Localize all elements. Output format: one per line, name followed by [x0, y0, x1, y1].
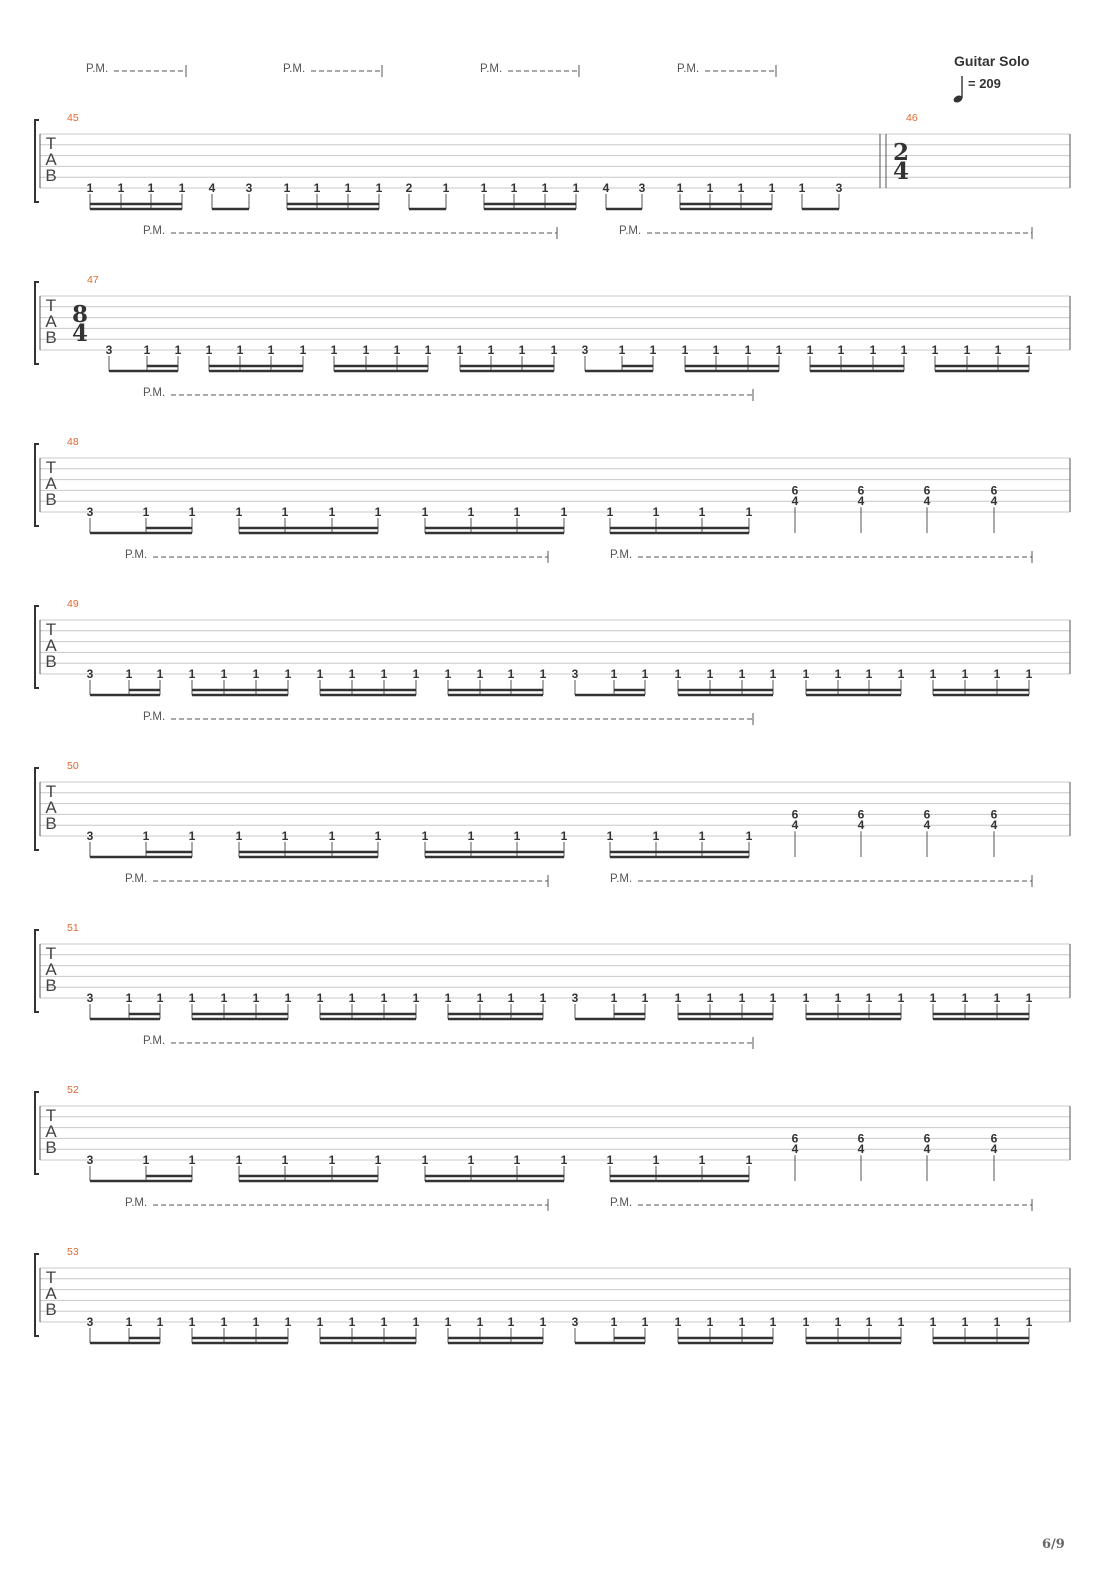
- fret-number: 1: [480, 181, 488, 195]
- fret-number: 1: [281, 1153, 289, 1167]
- measure-number: 48: [67, 436, 79, 448]
- fret-number: 1: [560, 505, 568, 519]
- fret-number: 1: [424, 343, 432, 357]
- fret-number: 1: [641, 1315, 649, 1329]
- fret-number: 1: [267, 343, 275, 357]
- fret-number: 1: [205, 343, 213, 357]
- fret-number: 1: [476, 991, 484, 1005]
- fret-number: 1: [834, 991, 842, 1005]
- fret-number: 1: [444, 667, 452, 681]
- fret-number: 1: [283, 181, 291, 195]
- palm-mute-label: P.M.: [480, 63, 503, 75]
- fret-number: 1: [380, 991, 388, 1005]
- fret-number: 1: [220, 991, 228, 1005]
- tab-system: [35, 225, 1070, 371]
- fret-number: 6: [990, 807, 998, 822]
- fret-number: 1: [929, 991, 937, 1005]
- fret-number: 4: [990, 818, 998, 833]
- fret-number: 1: [412, 667, 420, 681]
- measure-number: 49: [67, 598, 79, 610]
- fret-number: 1: [380, 1315, 388, 1329]
- fret-number: 1: [572, 181, 580, 195]
- fret-number: 1: [188, 829, 196, 843]
- fret-number: 6: [923, 807, 931, 822]
- fret-number: 1: [961, 1315, 969, 1329]
- fret-number: 1: [507, 991, 515, 1005]
- fret-number: 1: [745, 505, 753, 519]
- fret-number: 1: [994, 343, 1002, 357]
- fret-number: 1: [374, 829, 382, 843]
- fret-number: 3: [86, 1315, 94, 1329]
- tab-clef-letter-a: A: [45, 150, 57, 169]
- fret-number: 1: [156, 991, 164, 1005]
- tab-clef-letter-t: T: [45, 458, 57, 477]
- tab-clef-letter-a: A: [45, 1122, 57, 1141]
- fret-number: 1: [929, 1315, 937, 1329]
- fret-number: 1: [188, 667, 196, 681]
- fret-number: 4: [923, 1142, 931, 1157]
- fret-number: 1: [963, 343, 971, 357]
- fret-number: 1: [744, 343, 752, 357]
- fret-number: 1: [476, 1315, 484, 1329]
- fret-number: 1: [393, 343, 401, 357]
- system-bracket: [35, 1092, 39, 1174]
- system-bracket: [35, 444, 39, 526]
- fret-number: 6: [857, 483, 865, 498]
- fret-number: 6: [923, 1131, 931, 1146]
- fret-number: 1: [344, 181, 352, 195]
- fret-number: 1: [649, 343, 657, 357]
- fret-number: 1: [467, 505, 475, 519]
- tab-clef-letter-b: B: [45, 814, 57, 833]
- fret-number: 4: [923, 818, 931, 833]
- fret-number: 1: [188, 1315, 196, 1329]
- fret-number: 3: [245, 181, 253, 195]
- palm-mute-label: P.M.: [677, 63, 700, 75]
- fret-number: 1: [541, 181, 549, 195]
- fret-number: 3: [571, 991, 579, 1005]
- fret-number: 1: [606, 505, 614, 519]
- fret-number: 1: [674, 991, 682, 1005]
- fret-number: 6: [857, 807, 865, 822]
- fret-number: 1: [374, 1153, 382, 1167]
- fret-number: 1: [442, 181, 450, 195]
- fret-number: 1: [865, 667, 873, 681]
- fret-number: 1: [86, 181, 94, 195]
- fret-number: 1: [487, 343, 495, 357]
- tab-system: [35, 1035, 1070, 1181]
- fret-number: 1: [316, 1315, 324, 1329]
- fret-number: 4: [923, 494, 931, 509]
- fret-number: 1: [769, 1315, 777, 1329]
- fret-number: 6: [857, 1131, 865, 1146]
- fret-number: 1: [375, 181, 383, 195]
- fret-number: 1: [897, 1315, 905, 1329]
- fret-number: 1: [188, 991, 196, 1005]
- fret-number: 1: [252, 1315, 260, 1329]
- fret-number: 1: [929, 667, 937, 681]
- tab-system: [35, 63, 1070, 209]
- fret-number: 1: [236, 343, 244, 357]
- palm-mute-label: P.M.: [610, 1197, 633, 1209]
- fret-number: 4: [602, 181, 610, 195]
- fret-number: 1: [513, 1153, 521, 1167]
- fret-number: 1: [252, 667, 260, 681]
- tab-clef-letter-t: T: [45, 1268, 57, 1287]
- tab-clef-letter-b: B: [45, 166, 57, 185]
- fret-number: 1: [745, 1153, 753, 1167]
- fret-number: 1: [768, 181, 776, 195]
- fret-number: 1: [712, 343, 720, 357]
- tab-clef-letter-t: T: [45, 134, 57, 153]
- tab-clef-letter-b: B: [45, 328, 57, 347]
- fret-number: 1: [316, 991, 324, 1005]
- palm-mute-label: P.M.: [125, 1197, 148, 1209]
- tab-clef-letter-b: B: [45, 652, 57, 671]
- fret-number: 4: [857, 494, 865, 509]
- tab-clef-letter-a: A: [45, 1284, 57, 1303]
- fret-number: 1: [676, 181, 684, 195]
- tab-system: [35, 711, 1070, 857]
- fret-number: 1: [610, 991, 618, 1005]
- fret-number: 1: [1025, 343, 1033, 357]
- palm-mute-label: P.M.: [125, 873, 148, 885]
- fret-number: 1: [737, 181, 745, 195]
- measure-number: 51: [67, 922, 79, 934]
- fret-number: 1: [147, 181, 155, 195]
- fret-number: 1: [412, 991, 420, 1005]
- tab-clef-letter-a: A: [45, 960, 57, 979]
- fret-number: 1: [798, 181, 806, 195]
- palm-mute-label: P.M.: [143, 711, 166, 723]
- system-bracket: [35, 1254, 39, 1336]
- tab-clef-letter-b: B: [45, 490, 57, 509]
- fret-number: 1: [706, 1315, 714, 1329]
- tab-clef-letter-a: A: [45, 312, 57, 331]
- fret-number: 1: [1025, 1315, 1033, 1329]
- fret-number: 4: [791, 494, 799, 509]
- fret-number: 1: [674, 667, 682, 681]
- fret-number: 1: [235, 829, 243, 843]
- fret-number: 1: [698, 1153, 706, 1167]
- fret-number: 1: [738, 667, 746, 681]
- fret-number: 6: [990, 483, 998, 498]
- palm-mute-label: P.M.: [125, 549, 148, 561]
- fret-number: 1: [174, 343, 182, 357]
- tab-clef-letter-t: T: [45, 782, 57, 801]
- measure-number: 52: [67, 1084, 79, 1096]
- fret-number: 1: [125, 667, 133, 681]
- fret-number: 1: [618, 343, 626, 357]
- fret-number: 1: [652, 829, 660, 843]
- fret-number: 1: [706, 181, 714, 195]
- fret-number: 1: [348, 1315, 356, 1329]
- fret-number: 1: [775, 343, 783, 357]
- fret-number: 1: [142, 1153, 150, 1167]
- fret-number: 1: [507, 1315, 515, 1329]
- tab-clef-letter-t: T: [45, 620, 57, 639]
- measure-number: 46: [906, 112, 918, 124]
- system-bracket: [35, 768, 39, 850]
- fret-number: 4: [990, 494, 998, 509]
- fret-number: 3: [581, 343, 589, 357]
- fret-number: 1: [513, 505, 521, 519]
- fret-number: 1: [316, 667, 324, 681]
- fret-number: 3: [638, 181, 646, 195]
- palm-mute-label: P.M.: [143, 387, 166, 399]
- fret-number: 1: [993, 991, 1001, 1005]
- fret-number: 1: [380, 667, 388, 681]
- fret-number: 3: [571, 667, 579, 681]
- palm-mute-label: P.M.: [143, 1035, 166, 1047]
- fret-number: 1: [698, 829, 706, 843]
- tab-clef-letter-a: A: [45, 474, 57, 493]
- fret-number: 1: [220, 1315, 228, 1329]
- fret-number: 1: [550, 343, 558, 357]
- fret-number: 3: [571, 1315, 579, 1329]
- tab-clef-letter-a: A: [45, 798, 57, 817]
- fret-number: 1: [467, 1153, 475, 1167]
- palm-mute-label: P.M.: [143, 225, 166, 237]
- fret-number: 3: [105, 343, 113, 357]
- time-signature-numerator: 2: [892, 139, 910, 166]
- fret-number: 4: [857, 1142, 865, 1157]
- fret-number: 1: [610, 1315, 618, 1329]
- fret-number: 6: [791, 1131, 799, 1146]
- fret-number: 1: [313, 181, 321, 195]
- fret-number: 1: [745, 829, 753, 843]
- fret-number: 1: [328, 505, 336, 519]
- fret-number: 1: [156, 1315, 164, 1329]
- fret-number: 1: [897, 667, 905, 681]
- measure-number: 50: [67, 760, 79, 772]
- fret-number: 1: [539, 667, 547, 681]
- fret-number: 1: [652, 1153, 660, 1167]
- fret-number: 1: [606, 829, 614, 843]
- tempo-value: = 209: [968, 76, 1001, 91]
- fret-number: 1: [235, 505, 243, 519]
- fret-number: 1: [188, 505, 196, 519]
- fret-number: 1: [412, 1315, 420, 1329]
- fret-number: 1: [328, 829, 336, 843]
- fret-number: 1: [281, 505, 289, 519]
- fret-number: 1: [235, 1153, 243, 1167]
- fret-number: 1: [513, 829, 521, 843]
- section-title: Guitar Solo: [954, 53, 1030, 69]
- fret-number: 1: [476, 667, 484, 681]
- fret-number: 1: [738, 991, 746, 1005]
- tab-system: [35, 1197, 1070, 1343]
- fret-number: 1: [706, 991, 714, 1005]
- tab-clef-letter-b: B: [45, 1300, 57, 1319]
- fret-number: 1: [117, 181, 125, 195]
- time-signature-denominator: 4: [71, 320, 89, 347]
- fret-number: 1: [518, 343, 526, 357]
- fret-number: 1: [961, 991, 969, 1005]
- fret-number: 4: [990, 1142, 998, 1157]
- fret-number: 1: [539, 991, 547, 1005]
- fret-number: 1: [142, 829, 150, 843]
- fret-number: 1: [802, 667, 810, 681]
- time-signature-numerator: 8: [71, 301, 89, 328]
- fret-number: 1: [421, 829, 429, 843]
- time-signature-denominator: 4: [892, 158, 910, 185]
- fret-number: 1: [806, 343, 814, 357]
- tab-system: [35, 549, 1070, 695]
- fret-number: 1: [706, 667, 714, 681]
- fret-number: 1: [348, 991, 356, 1005]
- fret-number: 1: [421, 505, 429, 519]
- tab-system: [35, 387, 1070, 533]
- measure-number: 47: [87, 274, 99, 286]
- fret-number: 1: [931, 343, 939, 357]
- fret-number: 1: [156, 667, 164, 681]
- fret-number: 1: [328, 1153, 336, 1167]
- palm-mute-label: P.M.: [283, 63, 306, 75]
- fret-number: 1: [539, 1315, 547, 1329]
- fret-number: 1: [769, 667, 777, 681]
- fret-number: 1: [802, 1315, 810, 1329]
- fret-number: 1: [641, 991, 649, 1005]
- fret-number: 1: [444, 1315, 452, 1329]
- fret-number: 1: [348, 667, 356, 681]
- fret-number: 1: [188, 1153, 196, 1167]
- fret-number: 1: [834, 667, 842, 681]
- fret-number: 1: [834, 1315, 842, 1329]
- fret-number: 1: [284, 991, 292, 1005]
- fret-number: 1: [738, 1315, 746, 1329]
- fret-number: 3: [86, 1153, 94, 1167]
- tab-system: [35, 873, 1070, 1019]
- fret-number: 1: [560, 829, 568, 843]
- fret-number: 1: [330, 343, 338, 357]
- fret-number: 1: [125, 1315, 133, 1329]
- fret-number: 4: [791, 818, 799, 833]
- fret-number: 1: [178, 181, 186, 195]
- fret-number: 6: [791, 807, 799, 822]
- fret-number: 1: [865, 991, 873, 1005]
- tab-clef-letter-a: A: [45, 636, 57, 655]
- fret-number: 1: [652, 505, 660, 519]
- fret-number: 1: [698, 505, 706, 519]
- measure-number: 45: [67, 112, 79, 124]
- fret-number: 1: [142, 505, 150, 519]
- fret-number: 1: [869, 343, 877, 357]
- fret-number: 1: [421, 1153, 429, 1167]
- fret-number: 1: [299, 343, 307, 357]
- fret-number: 1: [802, 991, 810, 1005]
- palm-mute-label: P.M.: [610, 549, 633, 561]
- fret-number: 1: [220, 667, 228, 681]
- fret-number: 1: [284, 1315, 292, 1329]
- fret-number: 6: [990, 1131, 998, 1146]
- tab-clef-letter-t: T: [45, 1106, 57, 1125]
- fret-number: 1: [143, 343, 151, 357]
- fret-number: 1: [993, 667, 1001, 681]
- fret-number: 4: [208, 181, 216, 195]
- palm-mute-label: P.M.: [610, 873, 633, 885]
- fret-number: 1: [507, 667, 515, 681]
- fret-number: 1: [1025, 667, 1033, 681]
- fret-number: 4: [791, 1142, 799, 1157]
- system-bracket: [35, 930, 39, 1012]
- fret-number: 1: [993, 1315, 1001, 1329]
- fret-number: 1: [1025, 991, 1033, 1005]
- fret-number: 1: [769, 991, 777, 1005]
- fret-number: 1: [284, 667, 292, 681]
- fret-number: 1: [374, 505, 382, 519]
- fret-number: 1: [281, 829, 289, 843]
- tab-clef-letter-b: B: [45, 1138, 57, 1157]
- fret-number: 1: [674, 1315, 682, 1329]
- fret-number: 3: [86, 505, 94, 519]
- fret-number: 1: [560, 1153, 568, 1167]
- system-bracket: [35, 282, 39, 364]
- fret-number: 1: [897, 991, 905, 1005]
- tab-clef-letter-t: T: [45, 296, 57, 315]
- fret-number: 3: [86, 829, 94, 843]
- fret-number: 1: [837, 343, 845, 357]
- fret-number: 1: [610, 667, 618, 681]
- fret-number: 3: [86, 991, 94, 1005]
- fret-number: 1: [467, 829, 475, 843]
- fret-number: 6: [791, 483, 799, 498]
- page-number: 6/9: [1042, 1537, 1065, 1552]
- measure-number: 53: [67, 1246, 79, 1258]
- fret-number: 1: [362, 343, 370, 357]
- fret-number: 1: [865, 1315, 873, 1329]
- fret-number: 4: [857, 818, 865, 833]
- fret-number: 1: [681, 343, 689, 357]
- fret-number: 1: [456, 343, 464, 357]
- fret-number: 3: [86, 667, 94, 681]
- palm-mute-label: P.M.: [86, 63, 109, 75]
- palm-mute-label: P.M.: [619, 225, 642, 237]
- fret-number: 1: [252, 991, 260, 1005]
- fret-number: 1: [510, 181, 518, 195]
- fret-number: 1: [444, 991, 452, 1005]
- fret-number: 1: [125, 991, 133, 1005]
- fret-number: 3: [835, 181, 843, 195]
- fret-number: 1: [606, 1153, 614, 1167]
- fret-number: 1: [900, 343, 908, 357]
- fret-number: 1: [641, 667, 649, 681]
- fret-number: 6: [923, 483, 931, 498]
- system-bracket: [35, 120, 39, 202]
- tab-clef-letter-b: B: [45, 976, 57, 995]
- system-bracket: [35, 606, 39, 688]
- fret-number: 1: [961, 667, 969, 681]
- fret-number: 2: [405, 181, 413, 195]
- tab-clef-letter-t: T: [45, 944, 57, 963]
